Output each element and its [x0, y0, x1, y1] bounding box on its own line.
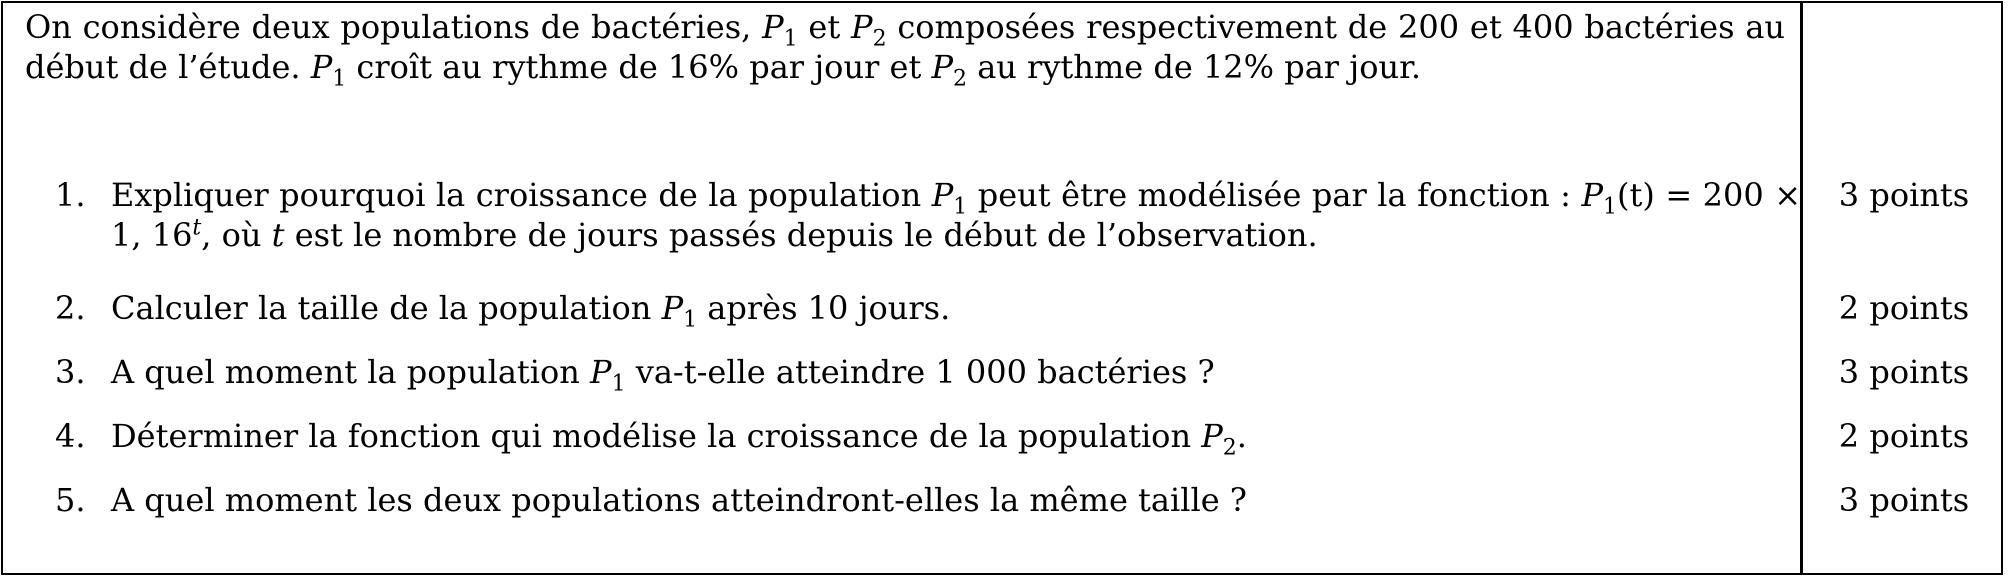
question-5-points: 3 points: [1838, 481, 1970, 519]
question-text: Déterminer la fonction qui modélise la croissance de la population $P_2$.: [111, 417, 1247, 461]
question-number: 5.: [55, 481, 86, 519]
question-number: 1.: [55, 176, 86, 214]
question-number: 2.: [55, 289, 86, 327]
question-3-points: 3 points: [1838, 353, 1970, 391]
question-text: Calculer la taille de la population $P_1$ après 10 jours.: [111, 289, 951, 333]
exercise-frame: [1, 1, 2003, 575]
exercise-intro: On considère deux populations de bactéries, $P_1$ et $P_2$ composées respectivement de 200 et 400 bactéries au début de l’étude. $P_1$ croît au rythme de 16% par jour et $P_2$ au rythme de 12% par jour.: [25, 8, 1786, 92]
question-text: A quel moment la population $P_1$ va-t-elle atteindre 1 000 bactéries ?: [111, 353, 1215, 397]
question-1-points: 3 points: [1838, 176, 1970, 214]
question-text: Expliquer pourquoi la croissance de la population $P_1$ peut être modélisée par la fonction : $P_1(t) = 200 \times 1$, 16$^t$, où t est le nombre de jours passés depuis le début de l’observation.: [111, 176, 1802, 254]
question-text: A quel moment les deux populations atteindront-elles la même taille ?: [111, 481, 1247, 519]
question-2-points: 2 points: [1838, 289, 1970, 327]
question-number: 4.: [55, 417, 86, 455]
question-number: 3.: [55, 353, 86, 391]
question-4-points: 2 points: [1838, 417, 1970, 455]
